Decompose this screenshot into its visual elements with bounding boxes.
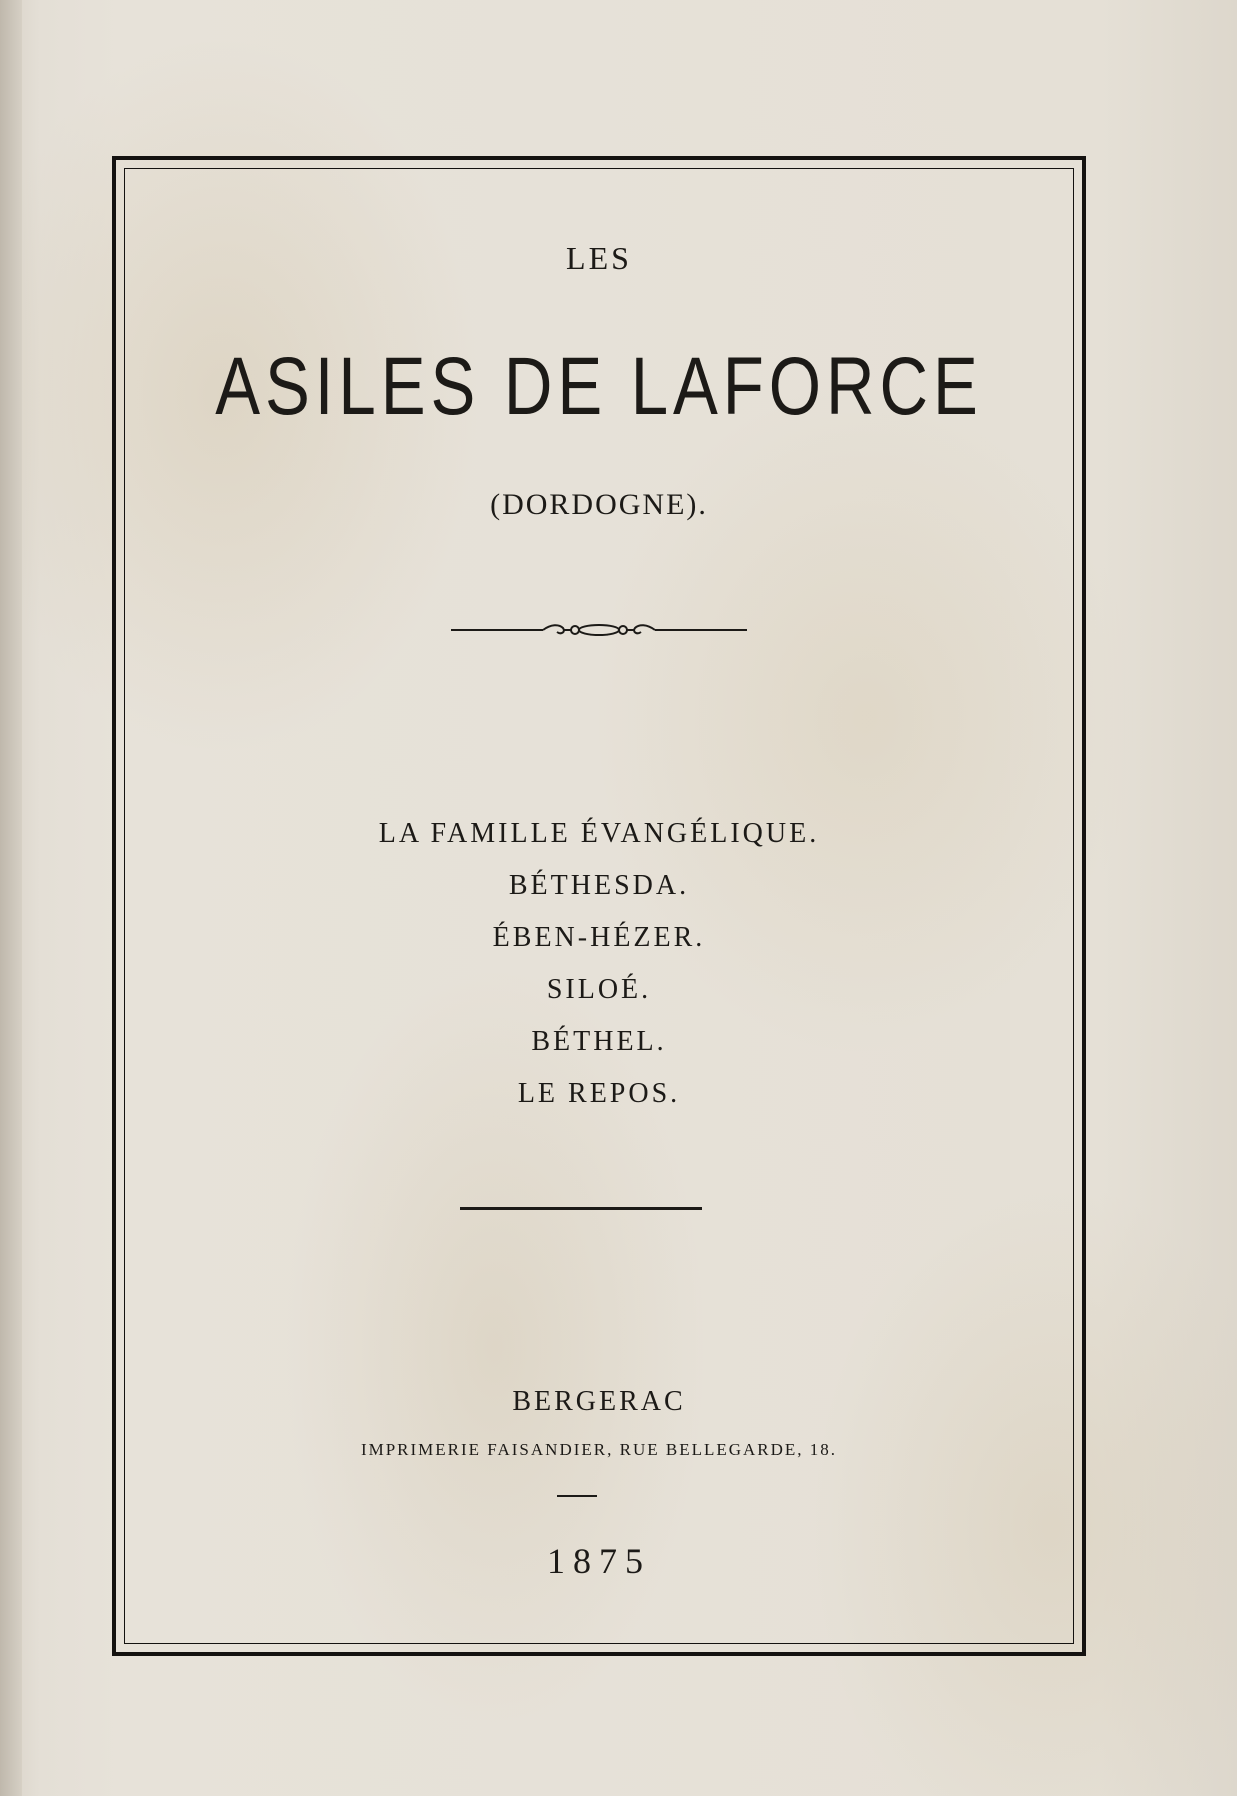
institutions-list xyxy=(124,808,1074,1120)
ornamental-scroll-rule-icon xyxy=(451,618,747,642)
list-item: LE REPOS. xyxy=(517,1078,681,1109)
main-title: ASILES DE LAFORCE xyxy=(215,341,983,432)
list-item: BÉTHESDA. xyxy=(508,870,690,901)
list-item: SILOÉ. xyxy=(546,974,652,1005)
publication-year: 1875 xyxy=(547,1541,651,1581)
plain-rule-divider xyxy=(460,1207,702,1210)
binding-edge xyxy=(0,0,22,1796)
short-rule-divider xyxy=(557,1495,597,1497)
list-item: ÉBEN-HÉZER. xyxy=(492,922,706,953)
title-article: LES xyxy=(566,240,632,276)
list-item: LA FAMILLE ÉVANGÉLIQUE. xyxy=(378,818,820,849)
region-subtitle: (DORDOGNE). xyxy=(490,488,708,521)
list-item: BÉTHEL. xyxy=(531,1026,667,1057)
printer-imprint: IMPRIMERIE FAISANDIER, RUE BELLEGARDE, 18. xyxy=(360,1440,838,1459)
publication-city: BERGERAC xyxy=(512,1386,686,1417)
